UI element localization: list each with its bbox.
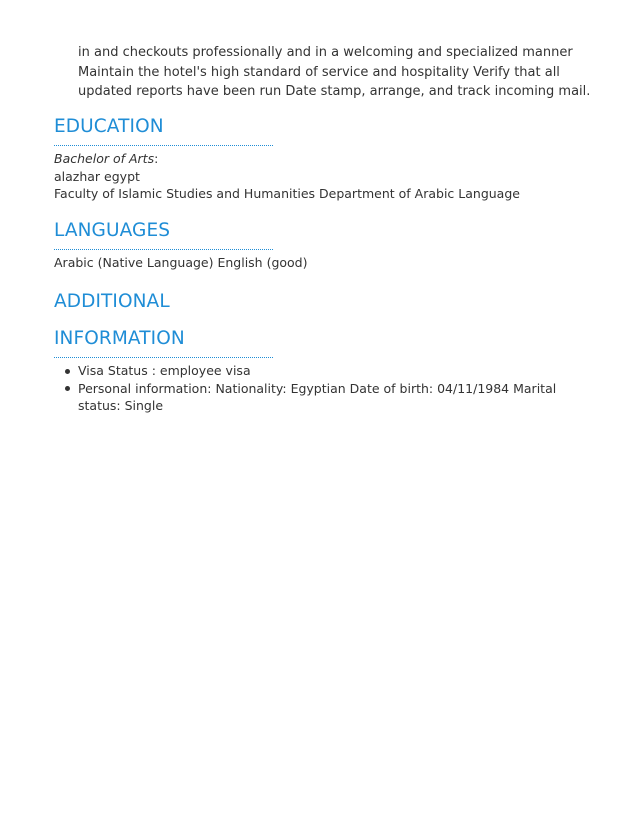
education-institution: alazhar egypt: [54, 168, 140, 184]
languages-heading: LANGUAGES: [54, 220, 171, 241]
list-item-text: Personal information: Nationality: Egyptian Date of birth: 04/11/1984 Marital status: Single: [78, 380, 557, 413]
additional-heading-line1: ADDITIONAL: [54, 291, 170, 312]
languages-text: Arabic (Native Language) English (good): [54, 255, 308, 270]
education-divider: [54, 145, 273, 146]
additional-info-list: [54, 362, 614, 415]
education-heading: EDUCATION: [54, 116, 164, 137]
bullet-icon: [65, 386, 70, 391]
list-item-text: Visa Status : employee visa: [78, 363, 251, 378]
experience-continuation-text: in and checkouts professionally and in a welcoming and specialized manner Maintain the hotel's high standard of service and hospitality Verify that all updated reports have been run Date stamp, arrange, and track incoming mail.: [78, 45, 591, 99]
education-degree-line: [54, 150, 614, 168]
education-section: [54, 108, 614, 203]
education-degree-suffix: :: [154, 151, 159, 166]
additional-divider: [54, 357, 273, 358]
list-item: [54, 362, 578, 380]
additional-heading-line2: INFORMATION: [54, 328, 185, 349]
languages-section: [54, 212, 614, 272]
list-item: [54, 380, 578, 415]
languages-divider: [54, 249, 273, 250]
education-degree: Bachelor of Arts: [54, 151, 155, 166]
education-department: Faculty of Islamic Studies and Humanities Department of Arabic Language: [54, 186, 520, 201]
additional-information-section: [54, 283, 614, 415]
bullet-icon: [65, 369, 70, 374]
